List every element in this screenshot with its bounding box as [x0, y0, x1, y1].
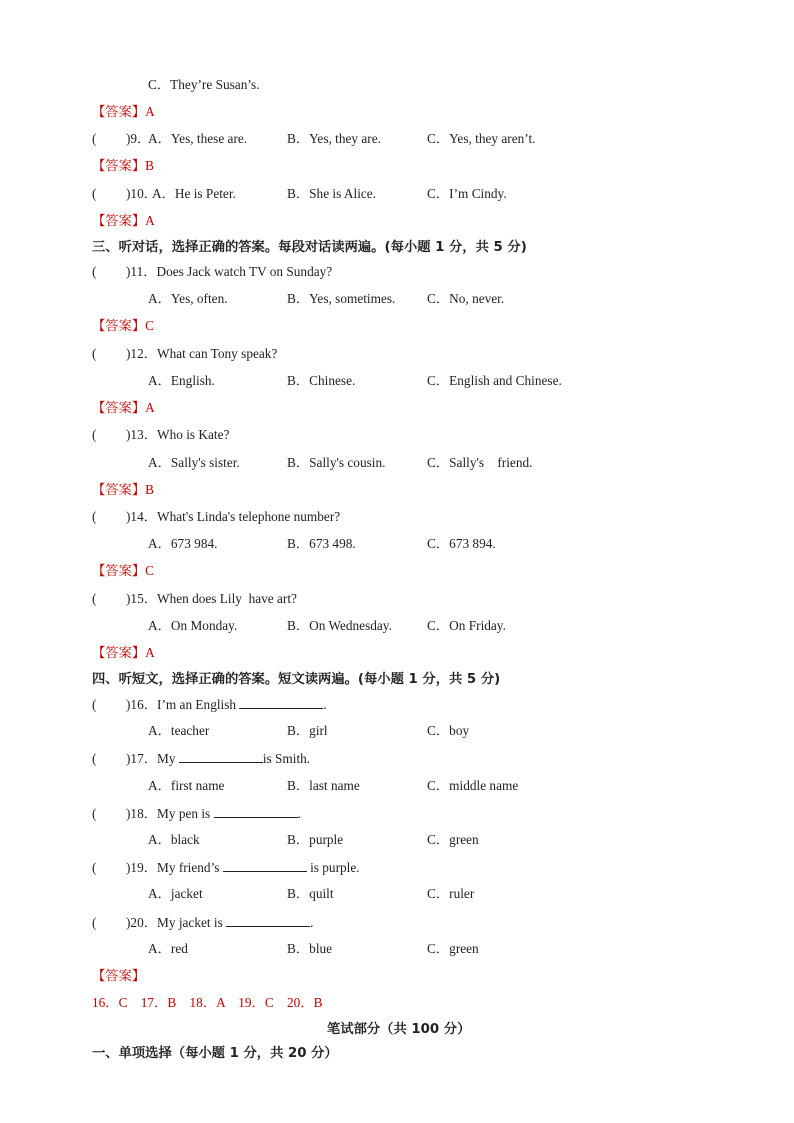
- section-heading: 三、听对话，选择正确的答案。每段对话读两遍。(每小题 1 分，共 5 分): [92, 240, 527, 255]
- question-15: [92, 591, 297, 607]
- question-12: [92, 346, 277, 362]
- question-stem: )12．What can Tony speak?: [126, 346, 278, 361]
- answer-label: 【答案】A: [92, 400, 155, 415]
- answer-blank: [223, 859, 307, 872]
- option-b: B．last name: [287, 778, 360, 793]
- option-c: C．boy: [427, 723, 470, 738]
- paren: (: [92, 751, 97, 766]
- question-10: [92, 186, 157, 202]
- option-c: C．English and Chinese.: [427, 373, 562, 388]
- section-heading: 一、单项选择（每小题 1 分，共 20 分）: [92, 1046, 338, 1061]
- question-16: [92, 696, 327, 713]
- option-c: C．On Friday.: [427, 618, 506, 633]
- option-c: C．ruler: [427, 886, 475, 901]
- option-a: A．Sally's sister.: [148, 455, 240, 470]
- question-stem: )14．What's Linda's telephone number?: [126, 509, 341, 524]
- question-stem: )20．My jacket is: [126, 915, 227, 930]
- paren: (: [92, 915, 97, 930]
- option-a: A．English.: [148, 373, 215, 388]
- option-b: B．Yes, sometimes.: [287, 291, 396, 306]
- option-a: A．black: [148, 832, 200, 847]
- option-b: B．purple: [287, 832, 344, 847]
- option-c: C．middle name: [427, 778, 519, 793]
- option-c: C．Yes, they aren’t.: [427, 131, 536, 146]
- option-a: A．teacher: [148, 723, 210, 738]
- answer-label: 【答案】C: [92, 318, 155, 333]
- option-a: A．He is Peter.: [152, 186, 236, 201]
- question-stem-end: .: [323, 697, 327, 712]
- paren: (: [92, 860, 97, 875]
- question-number: )9．: [126, 131, 151, 146]
- answer-label: 【答案】C: [92, 563, 155, 578]
- option-a: A．Yes, often.: [148, 291, 228, 306]
- written-part-title: 笔试部分（共 100 分）: [327, 1022, 471, 1037]
- option-b: B．673 498.: [287, 536, 356, 551]
- option-c: C．green: [427, 832, 479, 847]
- question-14: [92, 509, 340, 525]
- question-stem-end: is purple.: [306, 860, 360, 875]
- paren: (: [92, 509, 97, 524]
- question-stem: )15．When does Lily have art?: [126, 591, 297, 606]
- paren: (: [92, 697, 97, 712]
- option-a: A．first name: [148, 778, 225, 793]
- answer-label: 【答案】A: [92, 104, 155, 119]
- answer-blank: [226, 914, 310, 927]
- option-c: C．No, never.: [427, 291, 505, 306]
- question-9: [92, 131, 150, 147]
- paren: (: [92, 264, 97, 279]
- question-17: [92, 750, 310, 767]
- answer-label: 【答案】B: [92, 158, 155, 173]
- answer-key-list: 16．C 17．B 18．A 19．C 20．B: [92, 995, 323, 1010]
- option-b: B．Chinese.: [287, 373, 356, 388]
- question-19: [92, 859, 360, 876]
- answer-blank: [214, 805, 298, 818]
- paren: (: [92, 131, 97, 146]
- option-a: A．673 984.: [148, 536, 218, 551]
- question-13: [92, 427, 229, 443]
- question-11: [92, 264, 332, 280]
- option-c: C．673 894.: [427, 536, 496, 551]
- section-heading: 四、听短文，选择正确的答案。短文读两遍。(每小题 1 分，共 5 分): [92, 672, 501, 687]
- option-b: B．She is Alice.: [287, 186, 377, 201]
- answer-label: 【答案】: [92, 968, 146, 983]
- answer-label: 【答案】A: [92, 213, 155, 228]
- paren: (: [92, 346, 97, 361]
- option-c: C．Sally's friend.: [427, 455, 533, 470]
- paren: (: [92, 806, 97, 821]
- answer-blank: [239, 696, 323, 709]
- question-number: )10．: [126, 186, 158, 201]
- option-b: B．Yes, they are.: [287, 131, 381, 146]
- question-stem-end: .: [310, 915, 314, 930]
- option-a: A．red: [148, 941, 188, 956]
- option-c: C．They’re Susan’s.: [148, 77, 260, 92]
- question-stem-end: .: [297, 806, 301, 821]
- option-b: B．Sally's cousin.: [287, 455, 386, 470]
- answer-blank: [179, 750, 263, 763]
- option-b: B．girl: [287, 723, 328, 738]
- question-stem: )17．My: [126, 751, 179, 766]
- answer-label: 【答案】B: [92, 482, 155, 497]
- option-b: B．On Wednesday.: [287, 618, 392, 633]
- option-a: A．Yes, these are.: [148, 131, 248, 146]
- paren: (: [92, 591, 97, 606]
- question-stem: )16．I’m an English: [126, 697, 240, 712]
- question-stem-end: is Smith.: [262, 751, 311, 766]
- option-a: A．On Monday.: [148, 618, 238, 633]
- question-stem: )11．Does Jack watch TV on Sunday?: [126, 264, 333, 279]
- question-18: [92, 805, 301, 822]
- paren: (: [92, 186, 97, 201]
- option-b: B．blue: [287, 941, 333, 956]
- question-stem: )19．My friend’s: [126, 860, 223, 875]
- question-20: [92, 914, 313, 931]
- option-c: C．I’m Cindy.: [427, 186, 507, 201]
- question-stem: )13．Who is Kate?: [126, 427, 230, 442]
- answer-label: 【答案】A: [92, 645, 155, 660]
- option-b: B．quilt: [287, 886, 334, 901]
- option-c: C．green: [427, 941, 479, 956]
- option-a: A．jacket: [148, 886, 203, 901]
- paren: (: [92, 427, 97, 442]
- question-stem: )18．My pen is: [126, 806, 214, 821]
